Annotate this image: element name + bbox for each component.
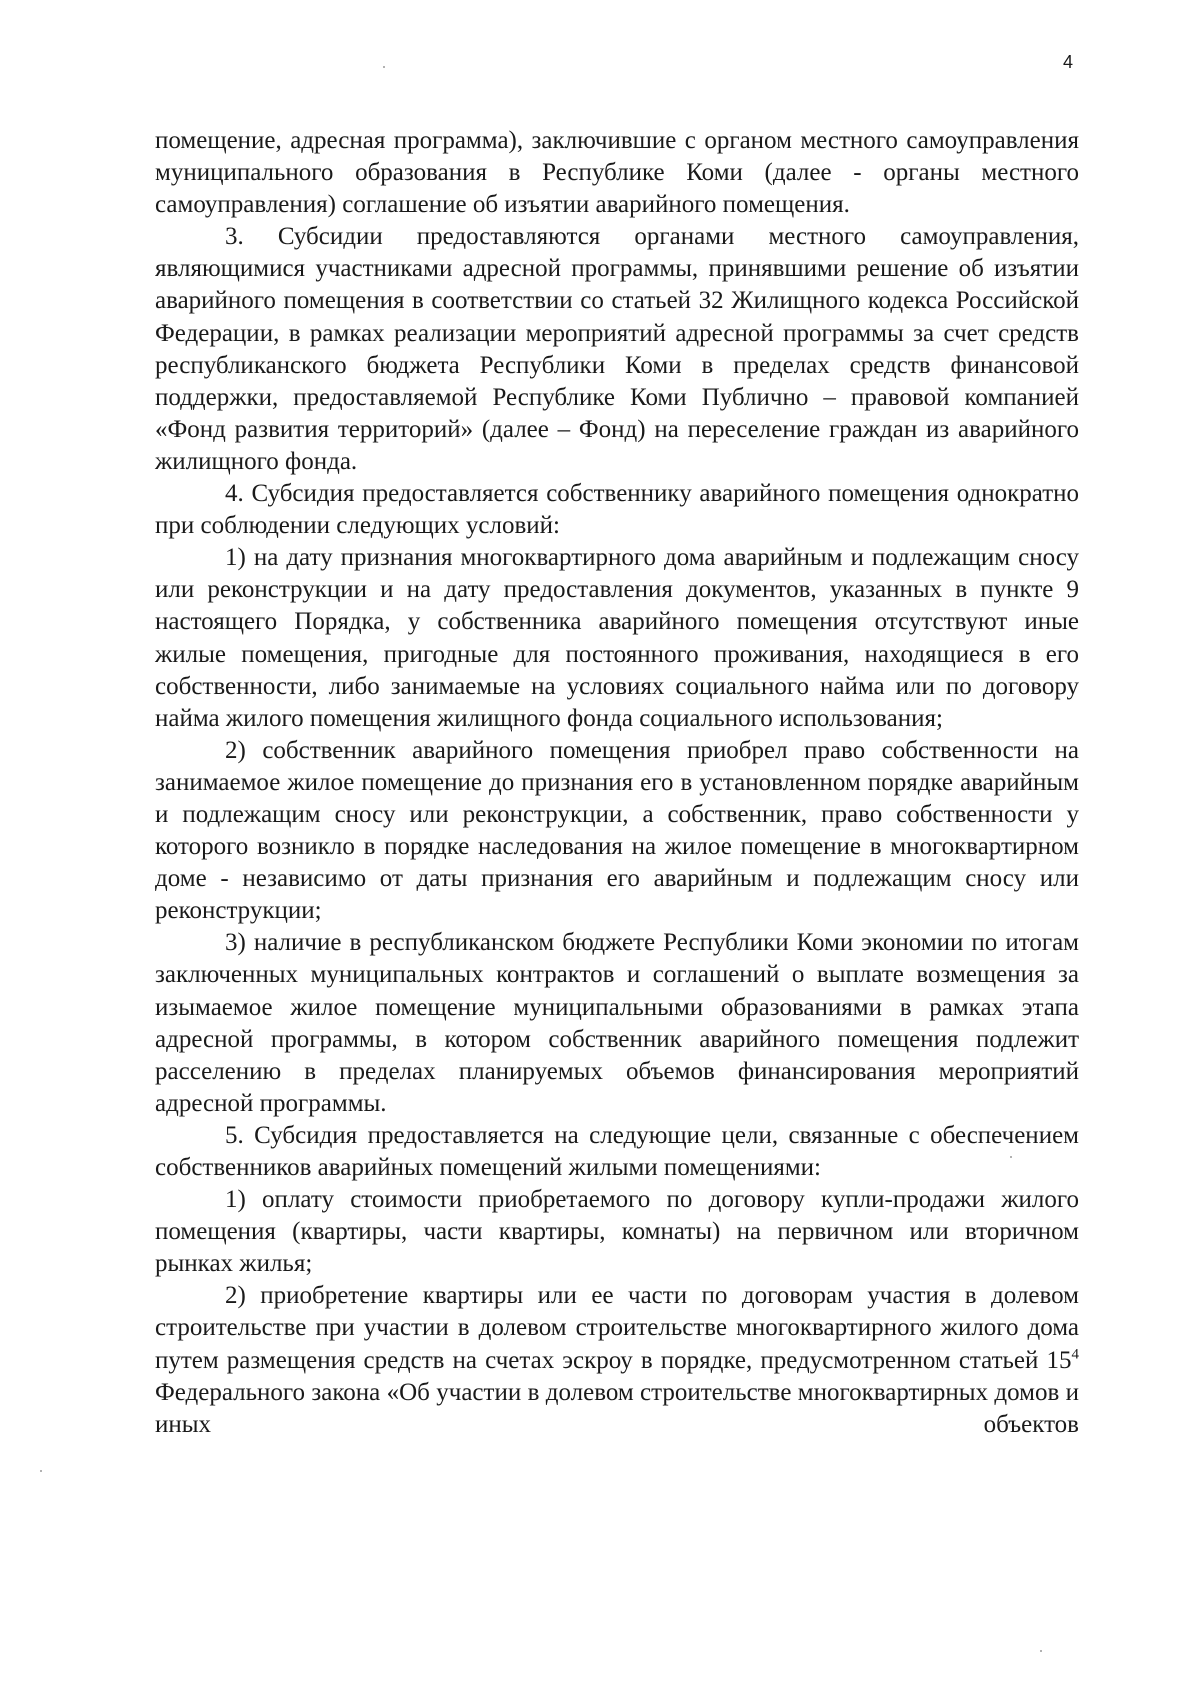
page-number: 4 — [1063, 52, 1074, 72]
paragraph-purpose-2 — [155, 1280, 1079, 1440]
scan-speck — [383, 66, 385, 68]
scan-speck — [1040, 1650, 1042, 1652]
scan-speck — [40, 1470, 42, 1472]
paragraph-condition-1: 1) на дату признания многоквартирного дома аварийным и подлежащим сносу или реконструкции и на дату предоставления документов, указанных в пункте 9 настоящего Порядка, у собственника аварийного помещения отсутствуют иные жилые помещения, пригодные для постоянного проживания, находящиеся в его собственности, либо занимаемые на условиях социального найма или по договору найма жилого помещения жилищного фонда социального использования; — [155, 544, 1079, 732]
paragraph-condition-3: 3) наличие в республиканском бюджете Республики Коми экономии по итогам заключенных муниципальных контрактов и соглашений о выплате возмещения за изымаемое жилое помещение муниципальными образованиями в рамках этапа адресной программы, в котором собственник аварийного помещения подлежит расселению в пределах планируемых объемов финансирования мероприятий адресной программы. — [155, 929, 1079, 1117]
purpose-2-text-end: Федерального закона «Об участии в долевом строительстве многоквартирных домов и иных объектов — [155, 1378, 1079, 1438]
paragraph-clause-4: 4. Субсидия предоставляется собственнику аварийного помещения однократно при соблюдении следующих условий: — [155, 480, 1079, 540]
paragraph-condition-2: 2) собственник аварийного помещения приобрел право собственности на занимаемое жилое помещение до признания его в установленном порядке аварийным и подлежащим сносу или реконструкции, а собственник, право собственности у которого возникло в порядке наследования на жилое помещение в многоквартирном доме - независимо от даты признания его аварийным и подлежащим сносу или реконструкции; — [155, 736, 1079, 925]
paragraph-intro-continuation: помещение, адресная программа), заключившие с органом местного самоуправления муниципального образования в Республике Коми (далее - органы местного самоуправления) соглашение об изъятии аварийного помещения. — [155, 127, 1079, 219]
paragraph-clause-3: 3. Субсидии предоставляются органами местного самоуправления, являющимися участниками адресной программы, принявшими решение об изъятии аварийного помещения в соответствии со статьей 32 Жилищного кодекса Российской Федерации, в рамках реализации мероприятий адресной программы за счет средств республиканского бюджета Республики Коми в пределах средств финансовой поддержки, предоставляемой Республике Коми Публично – правовой компанией «Фонд развития территорий» (далее – Фонд) на переселение граждан из аварийного жилищного фонда. — [155, 223, 1079, 475]
document-body — [155, 125, 1079, 1441]
scan-speck — [1010, 1156, 1012, 1158]
article-superscript: 4 — [1071, 1346, 1079, 1363]
paragraph-purpose-1: 1) оплату стоимости приобретаемого по договору купли-продажи жилого помещения (квартиры, части квартиры, комнаты) на первичном или вторичном рынках жилья; — [155, 1186, 1079, 1278]
paragraph-clause-5: 5. Субсидия предоставляется на следующие цели, связанные с обеспечением собственников аварийных помещений жилыми помещениями: — [155, 1121, 1079, 1181]
purpose-2-text-start: 2) приобретение квартиры или ее части по договорам участия в долевом строительстве при участии в долевом строительстве многоквартирного жилого дома путем размещения средств на счетах эскроу в порядке, предусмотренном статьей 15 — [155, 1282, 1079, 1374]
